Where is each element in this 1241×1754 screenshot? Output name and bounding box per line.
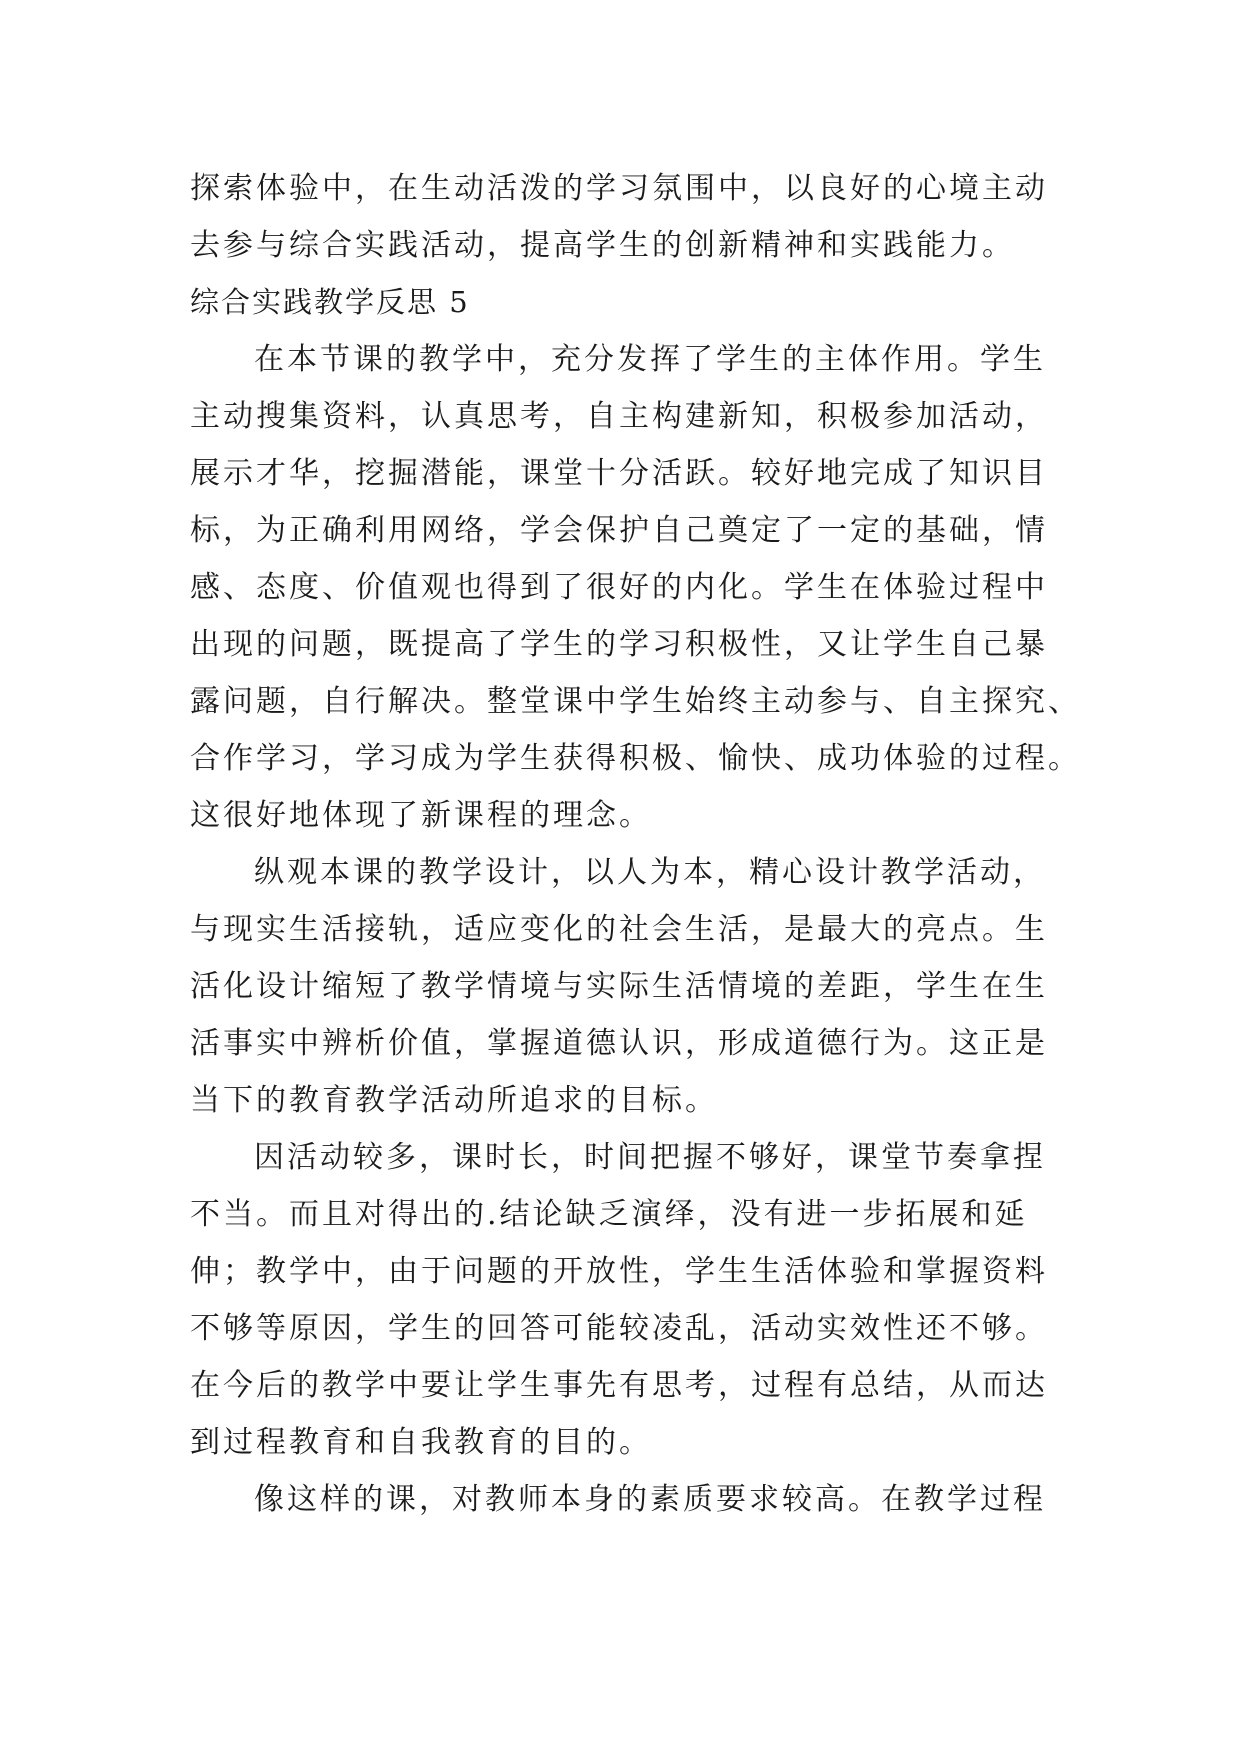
text-line: 主动搜集资料，认真思考，自主构建新知，积极参加活动， xyxy=(190,399,1048,434)
text-line: 标，为正确利用网络，学会保护自己奠定了一定的基础，情 xyxy=(190,513,1048,548)
text-line: 与现实生活接轨，适应变化的社会生活，是最大的亮点。生 xyxy=(190,912,1048,947)
text-line: 在今后的教学中要让学生事先有思考，过程有总结，从而达 xyxy=(190,1368,1048,1403)
paragraph-4 xyxy=(190,1471,1050,1528)
text-line: 在本节课的教学中，充分发挥了学生的主体作用。学生 xyxy=(254,342,1046,377)
section-heading: 综合实践教学反思 5 xyxy=(190,285,470,319)
text-line: 合作学习，学习成为学生获得积极、愉快、成功体验的过程。 xyxy=(190,741,1081,776)
text-line: 因活动较多，课时长，时间把握不够好，课堂节奏拿捏 xyxy=(254,1140,1046,1175)
text-line: 像这样的课，对教师本身的素质要求较高。在教学过程 xyxy=(254,1482,1046,1517)
text-line: 纵观本课的教学设计，以人为本，精心设计教学活动， xyxy=(254,855,1046,890)
text-line: 展示才华，挖掘潜能，课堂十分活跃。较好地完成了知识目 xyxy=(190,456,1048,491)
paragraph-2 xyxy=(190,844,1050,1129)
document-body xyxy=(190,160,1081,1528)
paragraph-1 xyxy=(190,331,1081,844)
text-line: 伸；教学中，由于问题的开放性，学生生活体验和掌握资料 xyxy=(190,1254,1048,1289)
paragraph-3 xyxy=(190,1129,1050,1471)
text-line: 这很好地体现了新课程的理念。 xyxy=(190,798,652,833)
text-line: 去参与综合实践活动，提高学生的创新精神和实践能力。 xyxy=(190,228,1015,263)
text-line: 活事实中辨析价值，掌握道德认识，形成道德行为。这正是 xyxy=(190,1026,1048,1061)
text-line: 到过程教育和自我教育的目的。 xyxy=(190,1425,652,1460)
text-line: 露问题，自行解决。整堂课中学生始终主动参与、自主探究、 xyxy=(190,684,1081,719)
text-line: 活化设计缩短了教学情境与实际生活情境的差距，学生在生 xyxy=(190,969,1048,1004)
text-line: 探索体验中，在生动活泼的学习氛围中，以良好的心境主动 xyxy=(190,171,1048,206)
text-line: 出现的问题，既提高了学生的学习积极性，又让学生自己暴 xyxy=(190,627,1048,662)
text-line: 感、态度、价值观也得到了很好的内化。学生在体验过程中 xyxy=(190,570,1048,605)
text-line: 不当。而且对得出的.结论缺乏演绎，没有进一步拓展和延 xyxy=(190,1197,1028,1232)
text-line: 不够等原因，学生的回答可能较凌乱，活动实效性还不够。 xyxy=(190,1311,1048,1346)
text-line: 当下的教育教学活动所追求的目标。 xyxy=(190,1083,718,1118)
continuation-paragraph xyxy=(190,160,1050,274)
